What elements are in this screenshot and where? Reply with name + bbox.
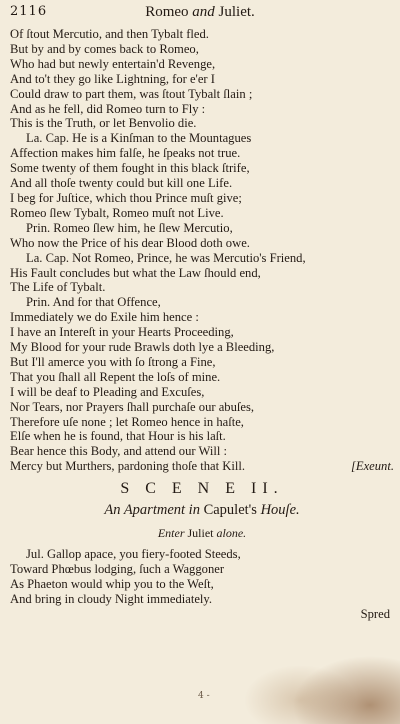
verse-line: And as he fell, did Romeo turn to Fly : bbox=[10, 101, 206, 116]
verse-line: Affection makes him falſe, he ſpeaks not true. bbox=[10, 146, 241, 161]
running-title bbox=[10, 4, 390, 21]
verse-line: Some twenty of them fought in this black ſtrife, bbox=[10, 161, 250, 176]
verse-line: I have an Intereſt in your Hearts Proceeding, bbox=[10, 325, 234, 340]
page-number: 2116 bbox=[10, 4, 48, 19]
verse-line: My Blood for your rude Brawls doth lye a Bleeding, bbox=[10, 340, 275, 355]
speech-prince: Prin. Romeo ſlew him, he ſlew Mercutio, bbox=[26, 220, 233, 235]
verse-line: I beg for Juſtice, which thou Prince muſt give; bbox=[10, 190, 242, 205]
verse-line: This is the Truth, or let Benvolio die. bbox=[10, 116, 197, 131]
verse-line: Bear hence this Body, and attend our Will : bbox=[10, 444, 228, 459]
verse-line: Who now the Price of his dear Blood doth owe. bbox=[10, 235, 250, 250]
verse-line: But I'll amerce you with ſo ſtrong a Fine, bbox=[10, 354, 216, 369]
verse-line: Romeo ſlew Tybalt, Romeo muſt not Live. bbox=[10, 205, 224, 220]
title-juliet: Juliet. bbox=[218, 4, 255, 20]
verse-line: And to't they go like Lightning, for e'er I bbox=[10, 71, 215, 86]
verse-line: The Life of Tybalt. bbox=[10, 280, 106, 295]
title-and: and bbox=[192, 4, 215, 20]
verse-line: Could draw to part them, was ſtout Tybalt ſlain ; bbox=[10, 86, 253, 101]
title-romeo: Romeo bbox=[145, 4, 189, 20]
verse-line: His Fault concludes but what the Law ſhould end, bbox=[10, 265, 261, 280]
verse-line: Therefore uſe none ; let Romeo hence in haſte, bbox=[10, 414, 244, 429]
verse-line: And all thoſe twenty could but kill one Life. bbox=[10, 176, 233, 191]
verse-line: Who had but newly entertain'd Revenge, bbox=[10, 56, 216, 71]
verse-line: Elſe when he is found, that Hour is his laſt. bbox=[10, 429, 226, 444]
running-header bbox=[10, 4, 390, 26]
catchword: Spred bbox=[360, 606, 390, 621]
verse-line: But by and by comes back to Romeo, bbox=[10, 41, 199, 56]
stage-direction: Enter Juliet alone. bbox=[157, 526, 247, 540]
speech-lady-capulet: La. Cap. He is a Kinſman to the Mountagues bbox=[26, 131, 252, 146]
play-text bbox=[10, 27, 394, 621]
speech-prince: Prin. And for that Offence, bbox=[26, 295, 161, 310]
verse-line: Nor Tears, nor Prayers ſhall purchaſe our abuſes, bbox=[10, 399, 255, 414]
speech-lady-capulet: La. Cap. Not Romeo, Prince, he was Mercutio's Friend, bbox=[26, 250, 306, 265]
verse-line: That you ſhall all Repent the loſs of mine. bbox=[10, 369, 221, 384]
signature-mark: 4 - bbox=[198, 691, 210, 701]
verse-line: Immediately we do Exile him hence : bbox=[10, 310, 199, 325]
verse-line: As Phaeton would whip you to the Weſt, bbox=[10, 576, 214, 591]
verse-line-exeunt bbox=[10, 459, 394, 474]
verse-line: I will be deaf to Pleading and Excuſes, bbox=[10, 384, 205, 399]
verse-line: Of ſtout Mercutio, and then Tybalt fled. bbox=[10, 27, 209, 41]
verse-line: And bring in cloudy Night immediately. bbox=[10, 591, 213, 606]
verse-line: Toward Phœbus lodging, ſuch a Waggoner bbox=[10, 561, 225, 576]
scene-location: An Apartment in Capulet's Houſe. bbox=[104, 502, 300, 519]
exeunt-direction: [Exeunt. bbox=[350, 459, 394, 474]
speech-juliet: Jul. Gallop apace, you fiery-footed Steeds, bbox=[26, 546, 241, 561]
scene-heading: S C E N E II. bbox=[120, 480, 284, 498]
verse-text: Mercy but Murthers, pardoning thoſe that Kill. bbox=[10, 459, 246, 474]
